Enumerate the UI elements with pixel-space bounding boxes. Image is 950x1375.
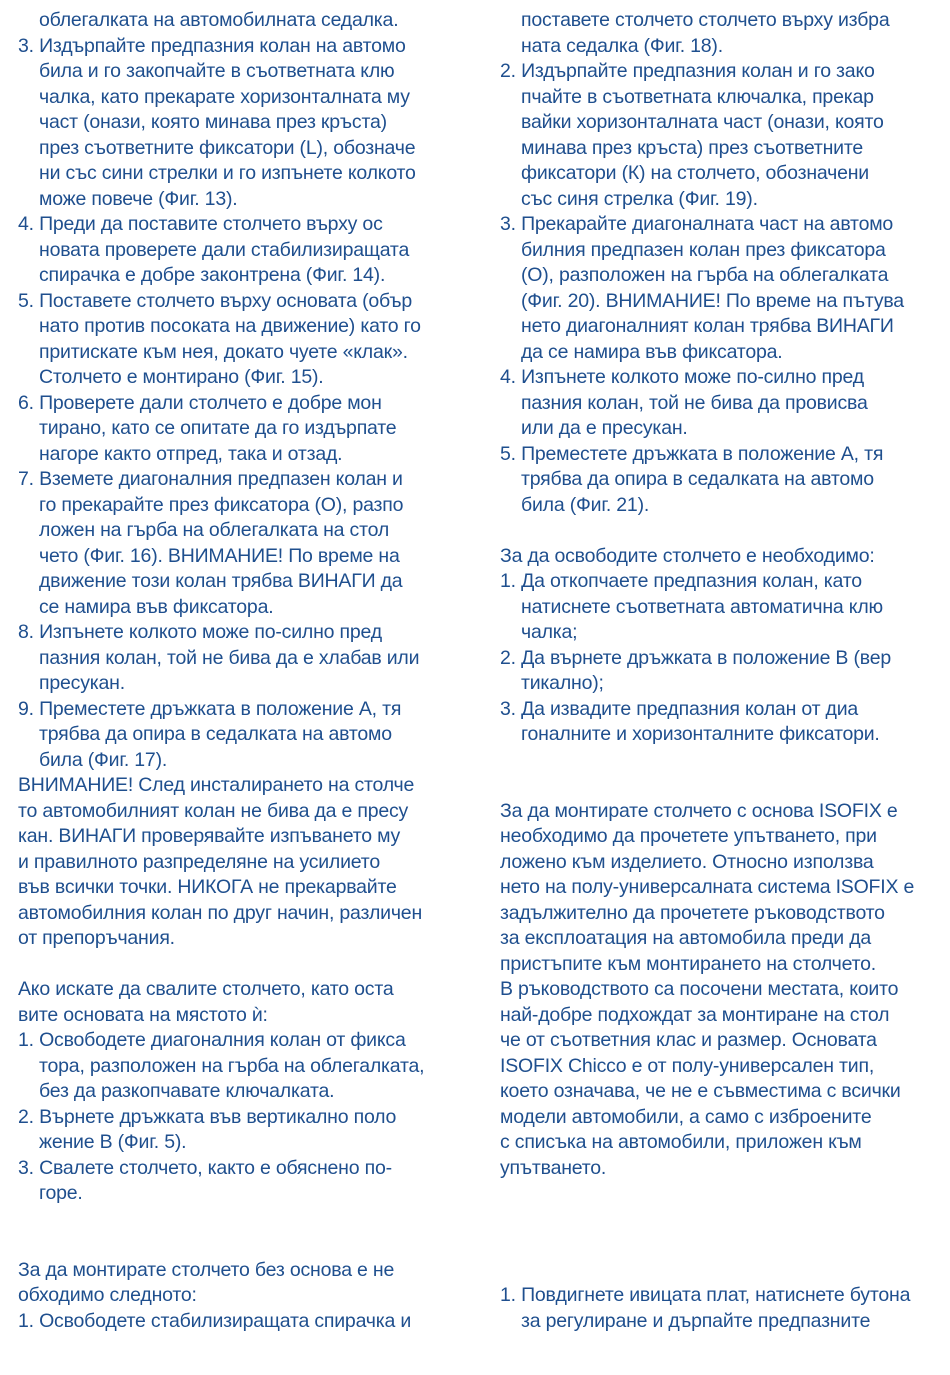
text-line: и правилното разпределяне на усилието: [18, 850, 380, 873]
text-line: за регулиране и дърпайте предпазните: [521, 1309, 871, 1332]
text-line: трябва да опира в седалката на автомо: [521, 468, 874, 490]
text-line: нато против посоката на движение) като го: [39, 315, 421, 337]
text-line: ни със сини стрелки и го изпънете колкото: [39, 162, 416, 184]
text-line: 9. Преместете дръжката в положение А, тя: [18, 697, 402, 720]
text-line: пазния колан, той не бива да е хлабав или: [39, 646, 420, 669]
text-line: с списъка на автомобили, приложен към: [500, 1131, 862, 1153]
text-line: от препоръчания.: [18, 927, 175, 949]
text-line: нето на полу-универсалната система ISOFIX е: [500, 876, 915, 898]
text-line: чето (Фиг. 16). ВНИМАНИЕ! По време на: [39, 544, 400, 567]
text-line: пресукан.: [39, 672, 125, 694]
text-line: вите основата на мястото ѝ:: [18, 1003, 268, 1026]
text-line: го прекарайте през фиксатора (O), разпо: [39, 493, 404, 516]
text-line: 5. Поставете столчето върху основата (обър: [18, 289, 412, 312]
text-line: 8. Изпънете колкото може по-силно пред: [18, 621, 382, 643]
text-line: спирачка е добре законтрена (Фиг. 14).: [39, 264, 386, 286]
text-line: тирано, като се опитате да го издърпате: [39, 417, 397, 439]
text-line: във всички точки. НИКОГА не прекарвайте: [18, 876, 397, 898]
text-line: задължително да прочетете ръководството: [500, 901, 885, 924]
text-line: нагоре както отпред, така и отзад.: [39, 442, 343, 465]
text-line: през съответните фиксатори (L), обозначе: [39, 136, 416, 159]
text-line: Ако искате да свалите столчето, като оста: [18, 978, 394, 1000]
text-line: пазния колан, той не бива да провисва: [521, 391, 868, 414]
text-line: ВНИМАНИЕ! След инсталирането на столче: [18, 774, 415, 796]
text-line: минава през кръста) през съответните: [521, 136, 864, 159]
text-line: гоналните и хоризонталните фиксатори.: [521, 723, 880, 745]
text-line: ложено към изделието. Относно използва: [500, 850, 874, 873]
text-line: чалка, като прекарате хоризонталната му: [39, 85, 410, 108]
text-line: кан. ВИНАГИ проверявайте изпъването му: [18, 825, 401, 847]
text-line: За да монтирате столчето с основа ISOFIX е: [500, 799, 898, 822]
text-line: била (Фиг. 17).: [39, 748, 168, 771]
text-line: вайки хоризонталната част (онази, която: [521, 111, 884, 133]
text-line: се намира във фиксатора.: [39, 595, 274, 618]
text-line: За да монтирате столчето без основа е не: [18, 1258, 395, 1281]
text-line: фиксатори (К) на столчето, обозначени: [521, 162, 869, 184]
text-line: горе.: [39, 1182, 83, 1204]
text-line: 1. Освободете диагоналния колан от фикса: [18, 1029, 406, 1051]
text-line: ISOFIX Chicco е от полу-универсален тип,: [500, 1054, 875, 1077]
text-line: автомобилния колан по друг начин, различен: [18, 901, 423, 924]
text-line: обходимо следното:: [18, 1284, 197, 1306]
text-line: може повече (Фиг. 13).: [39, 187, 238, 210]
text-line: (О), разположен на гърба на облегалката: [521, 264, 889, 286]
text-line: ната седалка (Фиг. 18).: [521, 34, 723, 57]
text-line: пчайте в съответната ключалка, прекар: [521, 85, 874, 108]
text-line: упътването.: [500, 1156, 607, 1179]
text-line: движение този колан трябва ВИНАГИ да: [39, 570, 403, 592]
text-line: 3. Да извадите предпазния колан от диа: [500, 697, 859, 720]
text-line: новата проверете дали стабилизиращата: [39, 238, 410, 261]
text-line: жение В (Фиг. 5).: [39, 1131, 187, 1153]
text-line: част (онази, която минава през кръста): [39, 111, 387, 133]
text-line: 4. Преди да поставите столчето върху ос: [18, 213, 383, 235]
text-line: притискате към нея, докато чуете «клак».: [39, 340, 408, 363]
text-line: 7. Вземете диагоналния предпазен колан и: [18, 468, 403, 490]
text-line: 6. Проверете дали столчето е добре мон: [18, 391, 382, 414]
text-line: да се намира във фиксатора.: [521, 340, 783, 363]
text-line: била и го закопчайте в съответната клю: [39, 60, 395, 82]
text-line: със синя стрелка (Фиг. 19).: [521, 187, 758, 210]
text-line: 5. Преместете дръжката в положение А, тя: [500, 442, 884, 465]
text-line: 3. Издърпайте предпазния колан на автомо: [18, 34, 406, 57]
text-line: В ръководството са посочени местата, които: [500, 978, 899, 1000]
text-line: 1. Да откопчаете предпазния колан, като: [500, 570, 862, 592]
text-line: билния предпазен колан през фиксатора: [521, 238, 886, 261]
text-line: трябва да опира в седалката на автомо: [39, 723, 392, 745]
text-line: за експлоатация на автомобила преди да: [500, 927, 872, 949]
text-line: 2. Да върнете дръжката в положение В (вер: [500, 646, 891, 669]
text-line: най-добре подхождат за монтиране на стол: [500, 1003, 890, 1026]
text-line: облегалката на автомобилната седалка.: [39, 9, 399, 31]
text-line: нето диагоналният колан трябва ВИНАГИ: [521, 315, 894, 337]
text-line: необходимо да прочетете упътването, при: [500, 825, 877, 847]
text-line: поставете столчето столчето върху избра: [521, 9, 890, 31]
text-line: натиснете съответната автоматична клю: [521, 595, 883, 618]
text-line: 3. Прекарайте диагоналната част на автомо: [500, 213, 894, 235]
text-line: 2. Върнете дръжката във вертикално поло: [18, 1105, 397, 1128]
text-line: или да е пресукан.: [521, 417, 688, 439]
text-line: то автомобилният колан не бива да е пресу: [18, 799, 409, 822]
text-line: че от съответния клас и размер. Основата: [500, 1029, 877, 1051]
text-line: тора, разположен на гърба на облегалката,: [39, 1054, 425, 1077]
text-line: чалка;: [521, 621, 578, 643]
text-line: което означава, че не е съвместима с всички: [500, 1080, 901, 1102]
text-line: (Фиг. 20). ВНИМАНИЕ! По време на пътува: [521, 289, 904, 312]
text-line: ложен на гърба на облегалката на стол: [39, 519, 389, 541]
text-line: За да освободите столчето е необходимо:: [500, 544, 875, 567]
text-line: 4. Изпънете колкото може по-силно пред: [500, 366, 864, 388]
text-line: 1. Освободете стабилизиращата спирачка и: [18, 1309, 412, 1332]
text-line: модели автомобили, а само с изброените: [500, 1105, 872, 1128]
text-line: пристъпите към монтирането на столчето.: [500, 952, 877, 975]
text-line: 2. Издърпайте предпазния колан и го зако: [500, 60, 875, 82]
text-line: без да разкопчавате ключалката.: [39, 1080, 335, 1102]
text-line: била (Фиг. 21).: [521, 493, 650, 516]
text-line: Столчето е монтирано (Фиг. 15).: [39, 366, 324, 388]
text-line: тикално);: [521, 672, 604, 694]
text-line: 3. Свалете столчето, както е обяснено по-: [18, 1156, 392, 1179]
text-line: 1. Повдигнете ивицата плат, натиснете бутона: [500, 1284, 911, 1306]
